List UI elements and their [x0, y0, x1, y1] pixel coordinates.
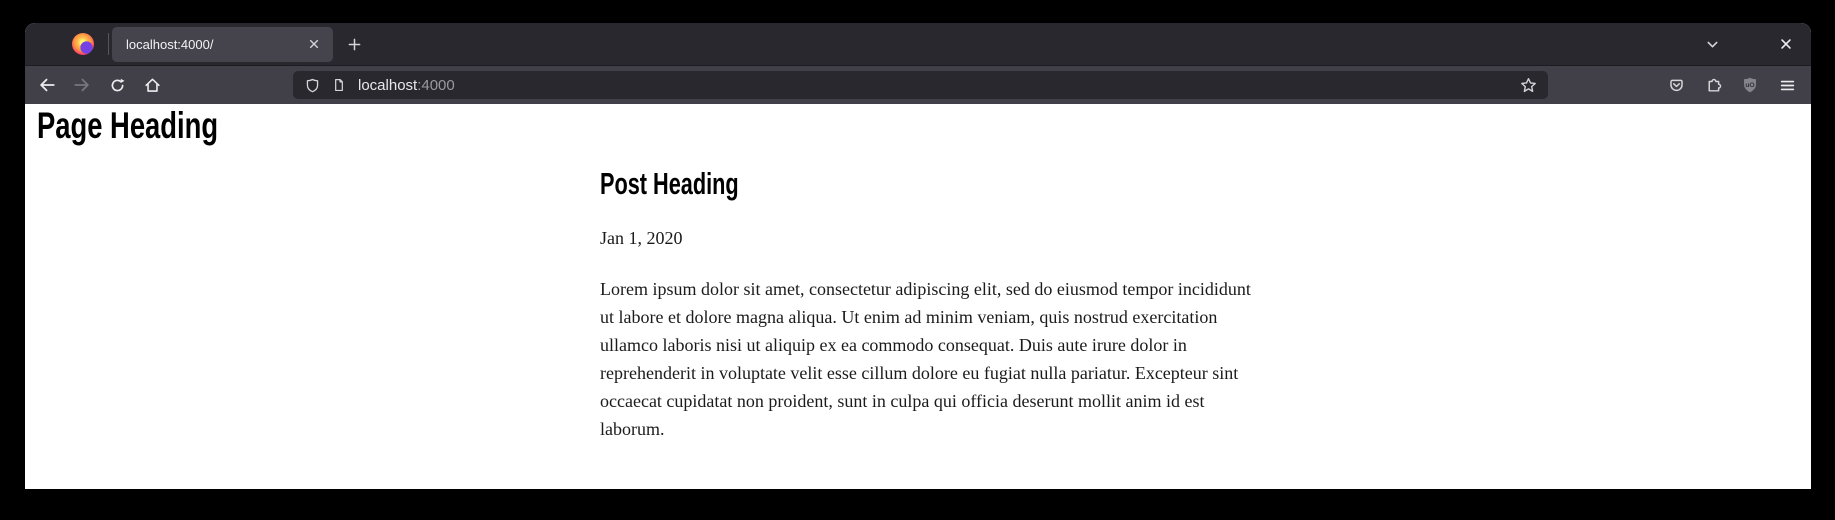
menu-hamburger-icon[interactable] [1771, 69, 1803, 101]
tab-bar [25, 23, 1811, 66]
post-date: Jan 1, 2020 [600, 228, 683, 248]
forward-button[interactable] [66, 69, 98, 101]
url-text[interactable] [358, 77, 1516, 94]
browser-window [25, 23, 1811, 489]
firefox-logo-icon [72, 33, 94, 55]
bookmark-star-icon[interactable] [1516, 73, 1540, 97]
url-bar[interactable] [293, 71, 1548, 99]
pocket-icon[interactable] [1660, 69, 1692, 101]
tab-localhost[interactable] [112, 27, 333, 62]
extensions-puzzle-icon[interactable] [1697, 69, 1729, 101]
url-host: localhost [358, 76, 418, 94]
tab-close-icon[interactable] [303, 33, 325, 55]
tab-separator [108, 33, 109, 55]
navigation-toolbar [25, 66, 1811, 104]
toolbar-right-icons [1660, 69, 1808, 101]
post-body: Lorem ipsum dolor sit amet, consectetur adipiscing elit, sed do eiusmod tempor incididunt ut labore et dolore magna aliqua. Ut enim ad minim veniam, quis nostrud exercitation ullamco laboris nisi ut aliquip ex ea commodo consequat. Duis aute irure dolor in reprehenderit in voluptate velit esse cillum dolore eu fugiat nulla pariatur. Excepteur sint occaecat cupidatat non proident, sunt in culpa qui officia deserunt mollit anim id est laborum. [600, 279, 1251, 439]
post-title: Post Heading [600, 166, 739, 201]
url-port: :4000 [417, 76, 455, 94]
tab-title: localhost:4000/ [126, 36, 214, 52]
new-tab-button[interactable] [339, 29, 369, 59]
ublock-extension-badge-icon[interactable] [1734, 69, 1766, 101]
post-article [600, 164, 1260, 443]
page-info-icon[interactable] [332, 78, 346, 92]
page-content [25, 104, 1811, 489]
extension-badge-text: uO [1745, 81, 1755, 89]
tracking-protection-shield-icon[interactable] [305, 78, 320, 93]
reload-button[interactable] [101, 69, 133, 101]
tabs-dropdown-chevron-icon[interactable] [1697, 29, 1727, 59]
page-heading: Page Heading [37, 105, 219, 146]
home-button[interactable] [136, 69, 168, 101]
back-button[interactable] [31, 69, 63, 101]
window-close-icon[interactable] [1771, 29, 1801, 59]
window-controls [1697, 29, 1801, 59]
